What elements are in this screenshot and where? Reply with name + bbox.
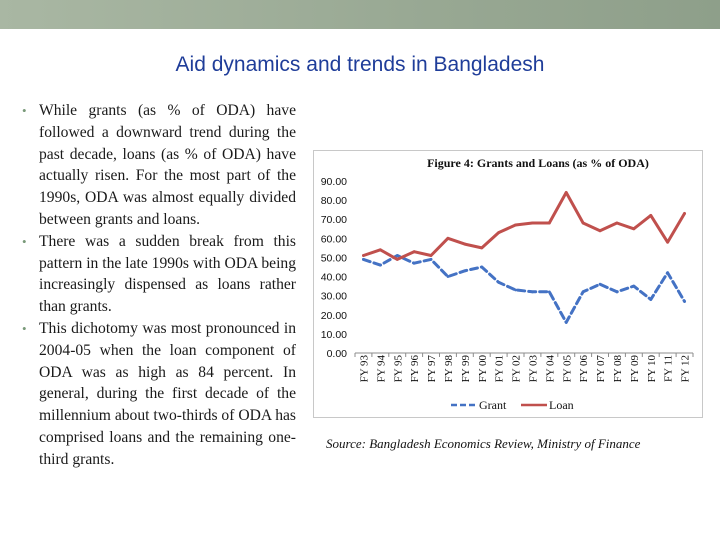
x-tick-label: FY 11 bbox=[662, 355, 675, 382]
x-tick-label: FY 12 bbox=[679, 355, 692, 383]
data-point-loan bbox=[548, 222, 551, 225]
data-point-loan bbox=[649, 214, 652, 217]
data-point-loan bbox=[616, 222, 619, 225]
bullet-item: • While grants (as % of ODA) have followed a downward trend during the past decade, loans (as % of ODA) have actually risen. For the most part of the 1990s, ODA was almost equally divided between grants and loans. bbox=[22, 100, 296, 231]
data-point-grant bbox=[666, 271, 669, 274]
data-point-loan bbox=[632, 227, 635, 230]
data-point-grant bbox=[565, 321, 568, 324]
x-tick-label: FY 09 bbox=[628, 355, 641, 383]
y-tick-label: 90.00 bbox=[320, 176, 347, 188]
data-point-grant bbox=[447, 275, 450, 278]
data-point-loan bbox=[582, 222, 585, 225]
data-point-grant bbox=[582, 290, 585, 293]
x-tick-label: FY 08 bbox=[611, 355, 624, 383]
source-note: Source: Bangladesh Economics Review, Ministry of Finance bbox=[326, 436, 641, 451]
legend-label-loan: Loan bbox=[549, 398, 574, 412]
y-tick-label: 60.00 bbox=[320, 233, 347, 246]
data-point-loan bbox=[413, 250, 416, 253]
data-point-grant bbox=[463, 269, 466, 272]
x-tick-label: FY 10 bbox=[645, 355, 658, 383]
data-point-grant bbox=[362, 258, 365, 261]
header-band bbox=[0, 0, 720, 29]
data-point-loan bbox=[379, 248, 382, 251]
bullet-item: • This dichotomy was most pronounced in 2004-05 when the loan component of ODA was as high as 84 percent. In general, during the first decade of the millennium about two-thirds of ODA has comprised loans and the remaining one-third grants. bbox=[22, 318, 296, 471]
legend-label-grant: Grant bbox=[479, 398, 507, 412]
data-point-loan bbox=[683, 212, 686, 215]
y-tick-label: 10.00 bbox=[320, 328, 347, 341]
data-point-grant bbox=[396, 254, 399, 257]
y-tick-label: 30.00 bbox=[320, 290, 347, 303]
series-line-grant bbox=[364, 256, 685, 323]
data-point-loan bbox=[666, 241, 669, 244]
x-tick-label: FY 01 bbox=[493, 355, 506, 383]
data-point-grant bbox=[548, 290, 551, 293]
data-point-grant bbox=[379, 264, 382, 267]
x-tick-label: FY 05 bbox=[561, 355, 574, 383]
data-point-loan bbox=[396, 258, 399, 261]
x-tick-label: FY 04 bbox=[544, 355, 557, 383]
data-point-grant bbox=[514, 289, 517, 292]
x-tick-label: FY 93 bbox=[358, 355, 371, 383]
y-tick-label: 20.00 bbox=[320, 309, 347, 322]
data-point-grant bbox=[632, 285, 635, 288]
data-point-grant bbox=[497, 281, 500, 284]
x-tick-label: FY 96 bbox=[409, 355, 422, 383]
x-tick-label: FY 00 bbox=[476, 355, 489, 383]
data-point-loan bbox=[463, 243, 466, 246]
data-point-grant bbox=[616, 290, 619, 293]
bullet-item: • There was a sudden break from this pattern in the late 1990s with ODA being increasingly dispensed as loans rather than grants. bbox=[22, 231, 296, 318]
chart bbox=[313, 150, 703, 418]
bullet-list bbox=[22, 100, 296, 471]
data-point-loan bbox=[565, 191, 568, 194]
x-tick-label: FY 03 bbox=[527, 355, 540, 383]
data-point-loan bbox=[514, 224, 517, 227]
x-tick-label: FY 95 bbox=[392, 355, 405, 383]
x-tick-label: FY 97 bbox=[426, 355, 439, 383]
data-point-loan bbox=[599, 229, 602, 232]
data-point-loan bbox=[480, 246, 483, 249]
y-tick-label: 40.00 bbox=[320, 271, 347, 284]
data-point-loan bbox=[430, 254, 433, 257]
slide-title: Aid dynamics and trends in Bangladesh bbox=[175, 53, 545, 76]
data-point-loan bbox=[531, 222, 534, 225]
y-tick-label: 0.00 bbox=[326, 348, 347, 360]
data-point-loan bbox=[497, 231, 500, 234]
x-tick-label: FY 06 bbox=[578, 355, 591, 383]
chart-title: Figure 4: Grants and Loans (as % of ODA) bbox=[427, 156, 649, 170]
x-tick-label: FY 07 bbox=[595, 355, 608, 383]
x-tick-label: FY 94 bbox=[375, 355, 388, 383]
data-point-loan bbox=[362, 254, 365, 257]
series-line-loan bbox=[364, 193, 685, 260]
data-point-loan bbox=[447, 237, 450, 240]
x-tick-label: FY 98 bbox=[442, 355, 455, 383]
data-point-grant bbox=[683, 300, 686, 303]
data-point-grant bbox=[480, 266, 483, 269]
x-tick-label: FY 02 bbox=[510, 355, 523, 383]
x-tick-label: FY 99 bbox=[459, 355, 472, 383]
y-tick-label: 80.00 bbox=[320, 195, 347, 208]
data-point-grant bbox=[649, 298, 652, 301]
data-point-grant bbox=[599, 283, 602, 286]
data-point-grant bbox=[413, 262, 416, 265]
y-tick-label: 70.00 bbox=[320, 214, 347, 227]
y-tick-label: 50.00 bbox=[320, 252, 347, 265]
data-point-grant bbox=[531, 290, 534, 293]
data-point-grant bbox=[430, 258, 433, 261]
